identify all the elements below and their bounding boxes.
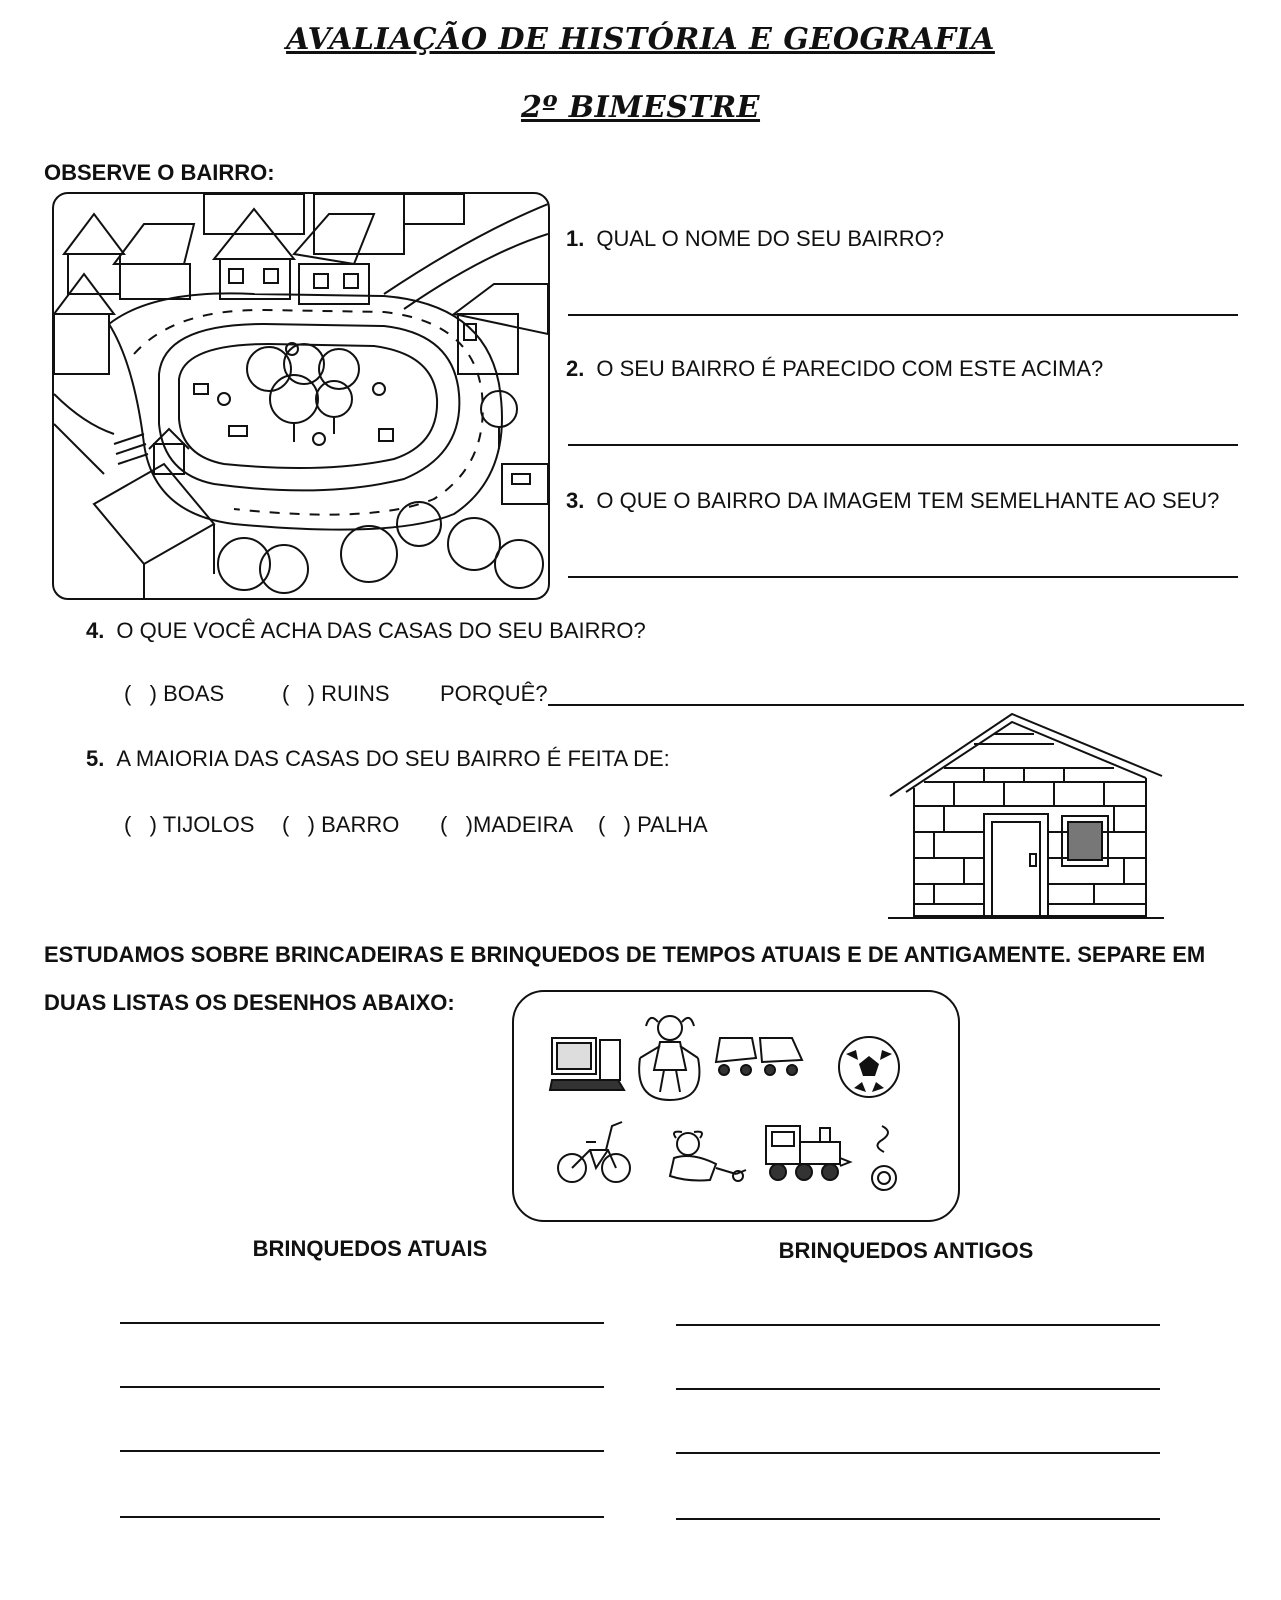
option-ruins[interactable]: ( ) RUINS	[282, 681, 390, 706]
question-5-number: 5.	[86, 746, 105, 771]
brick-house-illustration	[884, 708, 1166, 924]
column-title-antigos: BRINQUEDOS ANTIGOS	[778, 1238, 1034, 1263]
rag-doll-icon	[662, 1128, 750, 1190]
soccer-ball-icon	[836, 1034, 902, 1100]
toy-train-icon	[760, 1118, 854, 1184]
question-1-text: QUAL O NOME DO SEU BAIRRO?	[596, 226, 944, 251]
bicycle-icon	[556, 1116, 632, 1190]
answer-line-3[interactable]	[568, 576, 1238, 578]
atuais-line-1[interactable]	[120, 1322, 604, 1324]
answer-line-4[interactable]	[548, 704, 1244, 706]
neighborhood-illustration	[52, 192, 550, 600]
column-title-atuais: BRINQUEDOS ATUAIS	[252, 1236, 488, 1261]
option-palha[interactable]: ( ) PALHA	[598, 812, 708, 837]
question-3-text: O QUE O BAIRRO DA IMAGEM TEM SEMELHANTE AO SEU?	[596, 488, 1220, 513]
antigos-line-3[interactable]	[676, 1452, 1160, 1454]
question-3-number: 3.	[566, 488, 585, 513]
question-5-text: A MAIORIA DAS CASAS DO SEU BAIRRO É FEITA DE:	[116, 746, 670, 771]
option-madeira[interactable]: ( )MADEIRA	[440, 812, 574, 837]
neighborhood-drawing	[54, 194, 548, 598]
page-subtitle: 2º BIMESTRE	[520, 90, 761, 125]
instruction-line-2: DUAS LISTAS OS DESENHOS ABAIXO:	[44, 990, 455, 1015]
question-3	[566, 488, 1219, 514]
question-4-text: O QUE VOCÊ ACHA DAS CASAS DO SEU BAIRRO?	[116, 618, 646, 643]
toys-box	[512, 990, 960, 1222]
porque-label: PORQUÊ?	[440, 681, 548, 706]
question-2	[566, 356, 1103, 382]
page-title: AVALIAÇÃO DE HISTÓRIA E GEOGRAFIA	[286, 22, 995, 57]
question-1-number: 1.	[566, 226, 585, 251]
antigos-line-2[interactable]	[676, 1388, 1160, 1390]
section-label-bairro: OBSERVE O BAIRRO:	[44, 160, 275, 185]
atuais-line-2[interactable]	[120, 1386, 604, 1388]
antigos-line-1[interactable]	[676, 1324, 1160, 1326]
jump-rope-girl-icon	[630, 1012, 708, 1104]
question-2-number: 2.	[566, 356, 585, 381]
option-barro[interactable]: ( ) BARRO	[282, 812, 400, 837]
question-1	[566, 226, 944, 252]
question-4-number: 4.	[86, 618, 105, 643]
instruction-line-1: ESTUDAMOS SOBRE BRINCADEIRAS E BRINQUEDOS DE TEMPOS ATUAIS E DE ANTIGAMENTE. SEPARE EM	[44, 942, 1206, 967]
computer-icon	[548, 1032, 630, 1096]
option-boas[interactable]: ( ) BOAS	[124, 681, 225, 706]
brick-house-drawing	[884, 708, 1166, 924]
atuais-line-3[interactable]	[120, 1450, 604, 1452]
question-5	[86, 746, 670, 772]
question-2-text: O SEU BAIRRO É PARECIDO COM ESTE ACIMA?	[596, 356, 1104, 381]
spinning-top-icon	[864, 1122, 906, 1194]
antigos-line-4[interactable]	[676, 1518, 1160, 1520]
roller-skates-icon	[712, 1030, 808, 1080]
question-4	[86, 618, 646, 644]
answer-line-2[interactable]	[568, 444, 1238, 446]
atuais-line-4[interactable]	[120, 1516, 604, 1518]
answer-line-1[interactable]	[568, 314, 1238, 316]
option-tijolos[interactable]: ( ) TIJOLOS	[124, 812, 255, 837]
